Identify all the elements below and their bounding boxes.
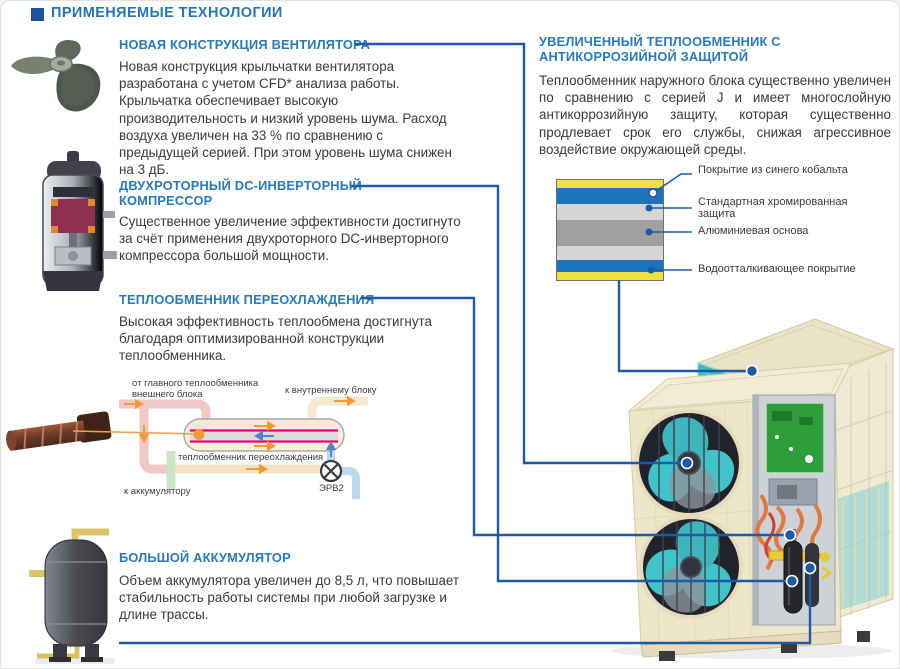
expansion-valve-icon (321, 461, 341, 481)
layer-label-aluminium: Алюминиевая основа (698, 225, 809, 237)
layer-label-chrome: Стандартная хромированная защита (698, 196, 848, 220)
service-compartment (753, 395, 835, 625)
section-body-corrosion: Теплообменник наружного блока существенно увеличен по сравнению с серией J и имеет многослойную антикоррозийную защиту, которая существенно продлевает срок его службы, снижая агрессивное воздействие окружающей среды. (539, 73, 891, 157)
section-heading-subcooling: ТЕПЛООБМЕННИК ПЕРЕОХЛАЖДЕНИЯ (119, 292, 375, 307)
coating-layer (557, 272, 663, 280)
coating-layer (557, 220, 663, 246)
section-body-accumulator: Объем аккумулятора увеличен до 8,5 л, что повышает стабильность работы системы при любой загрузке и длине трассы. (119, 573, 460, 623)
coating-layer (557, 246, 663, 260)
coating-layer (557, 188, 663, 204)
hot-point-marker (194, 429, 205, 440)
section-heading-corrosion: УВЕЛИЧЕННЫЙ ТЕПЛООБМЕННИК С АНТИКОРРОЗИЙНОЙ ЗАЩИТОЙ (539, 34, 781, 64)
pipe-label-to-indoor: к внутреннему блоку (285, 385, 377, 396)
section-heading-compressor: ДВУХРОТОРНЫЙ DC-ИНВЕРТОРНЫЙ КОМПРЕССОР (119, 178, 362, 208)
header-bullet-square (31, 8, 44, 21)
layer-label-hydrophobic: Водоотталкивающее покрытие (698, 263, 856, 275)
section-body-fan: Новая конструкция крыльчатки вентилятора разработана с учетом CFD* анализа работы. Крыльчатка обеспечивает высокую производительность и низкий уровень шума. Расход воздуха увеличен на 33 % по сравнению с предыдущей серией. При этом уровень шума снижен на 3 дБ. (119, 59, 452, 178)
section-heading-accumulator: БОЛЬШОЙ АККУМУЛЯТОР (119, 550, 291, 565)
upper-fan (635, 409, 743, 517)
page-title: ПРИМЕНЯЕМЫЕ ТЕХНОЛОГИИ (51, 5, 283, 21)
copper-pipe-icon (3, 406, 115, 466)
coating-layer (557, 260, 663, 272)
coating-layer (557, 204, 663, 220)
coating-layer (557, 180, 663, 188)
accumulator-tank-icon (29, 526, 121, 666)
pipe-label-to-accumulator: к аккумулятору (124, 486, 191, 497)
fan-propeller-icon (9, 39, 109, 121)
section-body-compressor: Существенное увеличение эффективности достигнуто за счёт применения двухроторного DC-инверторного компрессора большой мощности. (119, 214, 461, 264)
front-unit (629, 363, 851, 661)
compressor-cylinder (784, 541, 802, 613)
accumulator-cylinder (805, 543, 819, 607)
pipe-label-valve: ЭРВ2 (319, 483, 344, 494)
section-body-subcooling: Высокая эффективность теплообмена достигнута благодаря оптимизированной конструкции теплообменника. (119, 314, 432, 364)
layer-label-cobalt: Покрытие из синего кобальта (698, 164, 848, 176)
pipe-label-center: теплообменник переохлаждения (178, 452, 324, 463)
lower-fan (639, 515, 743, 619)
pipe-label-from-main: от главного теплообменника внешнего блока (132, 378, 259, 400)
compressor-cutaway-icon (29, 149, 117, 297)
pipe-from-main (119, 404, 206, 421)
coating-layers-diagram (556, 179, 664, 281)
pipe-to-indoor (312, 401, 368, 419)
outdoor-unit-illustration (601, 299, 900, 661)
section-heading-fan: НОВАЯ КОНСТРУКЦИЯ ВЕНТИЛЯТОРА (119, 37, 371, 52)
